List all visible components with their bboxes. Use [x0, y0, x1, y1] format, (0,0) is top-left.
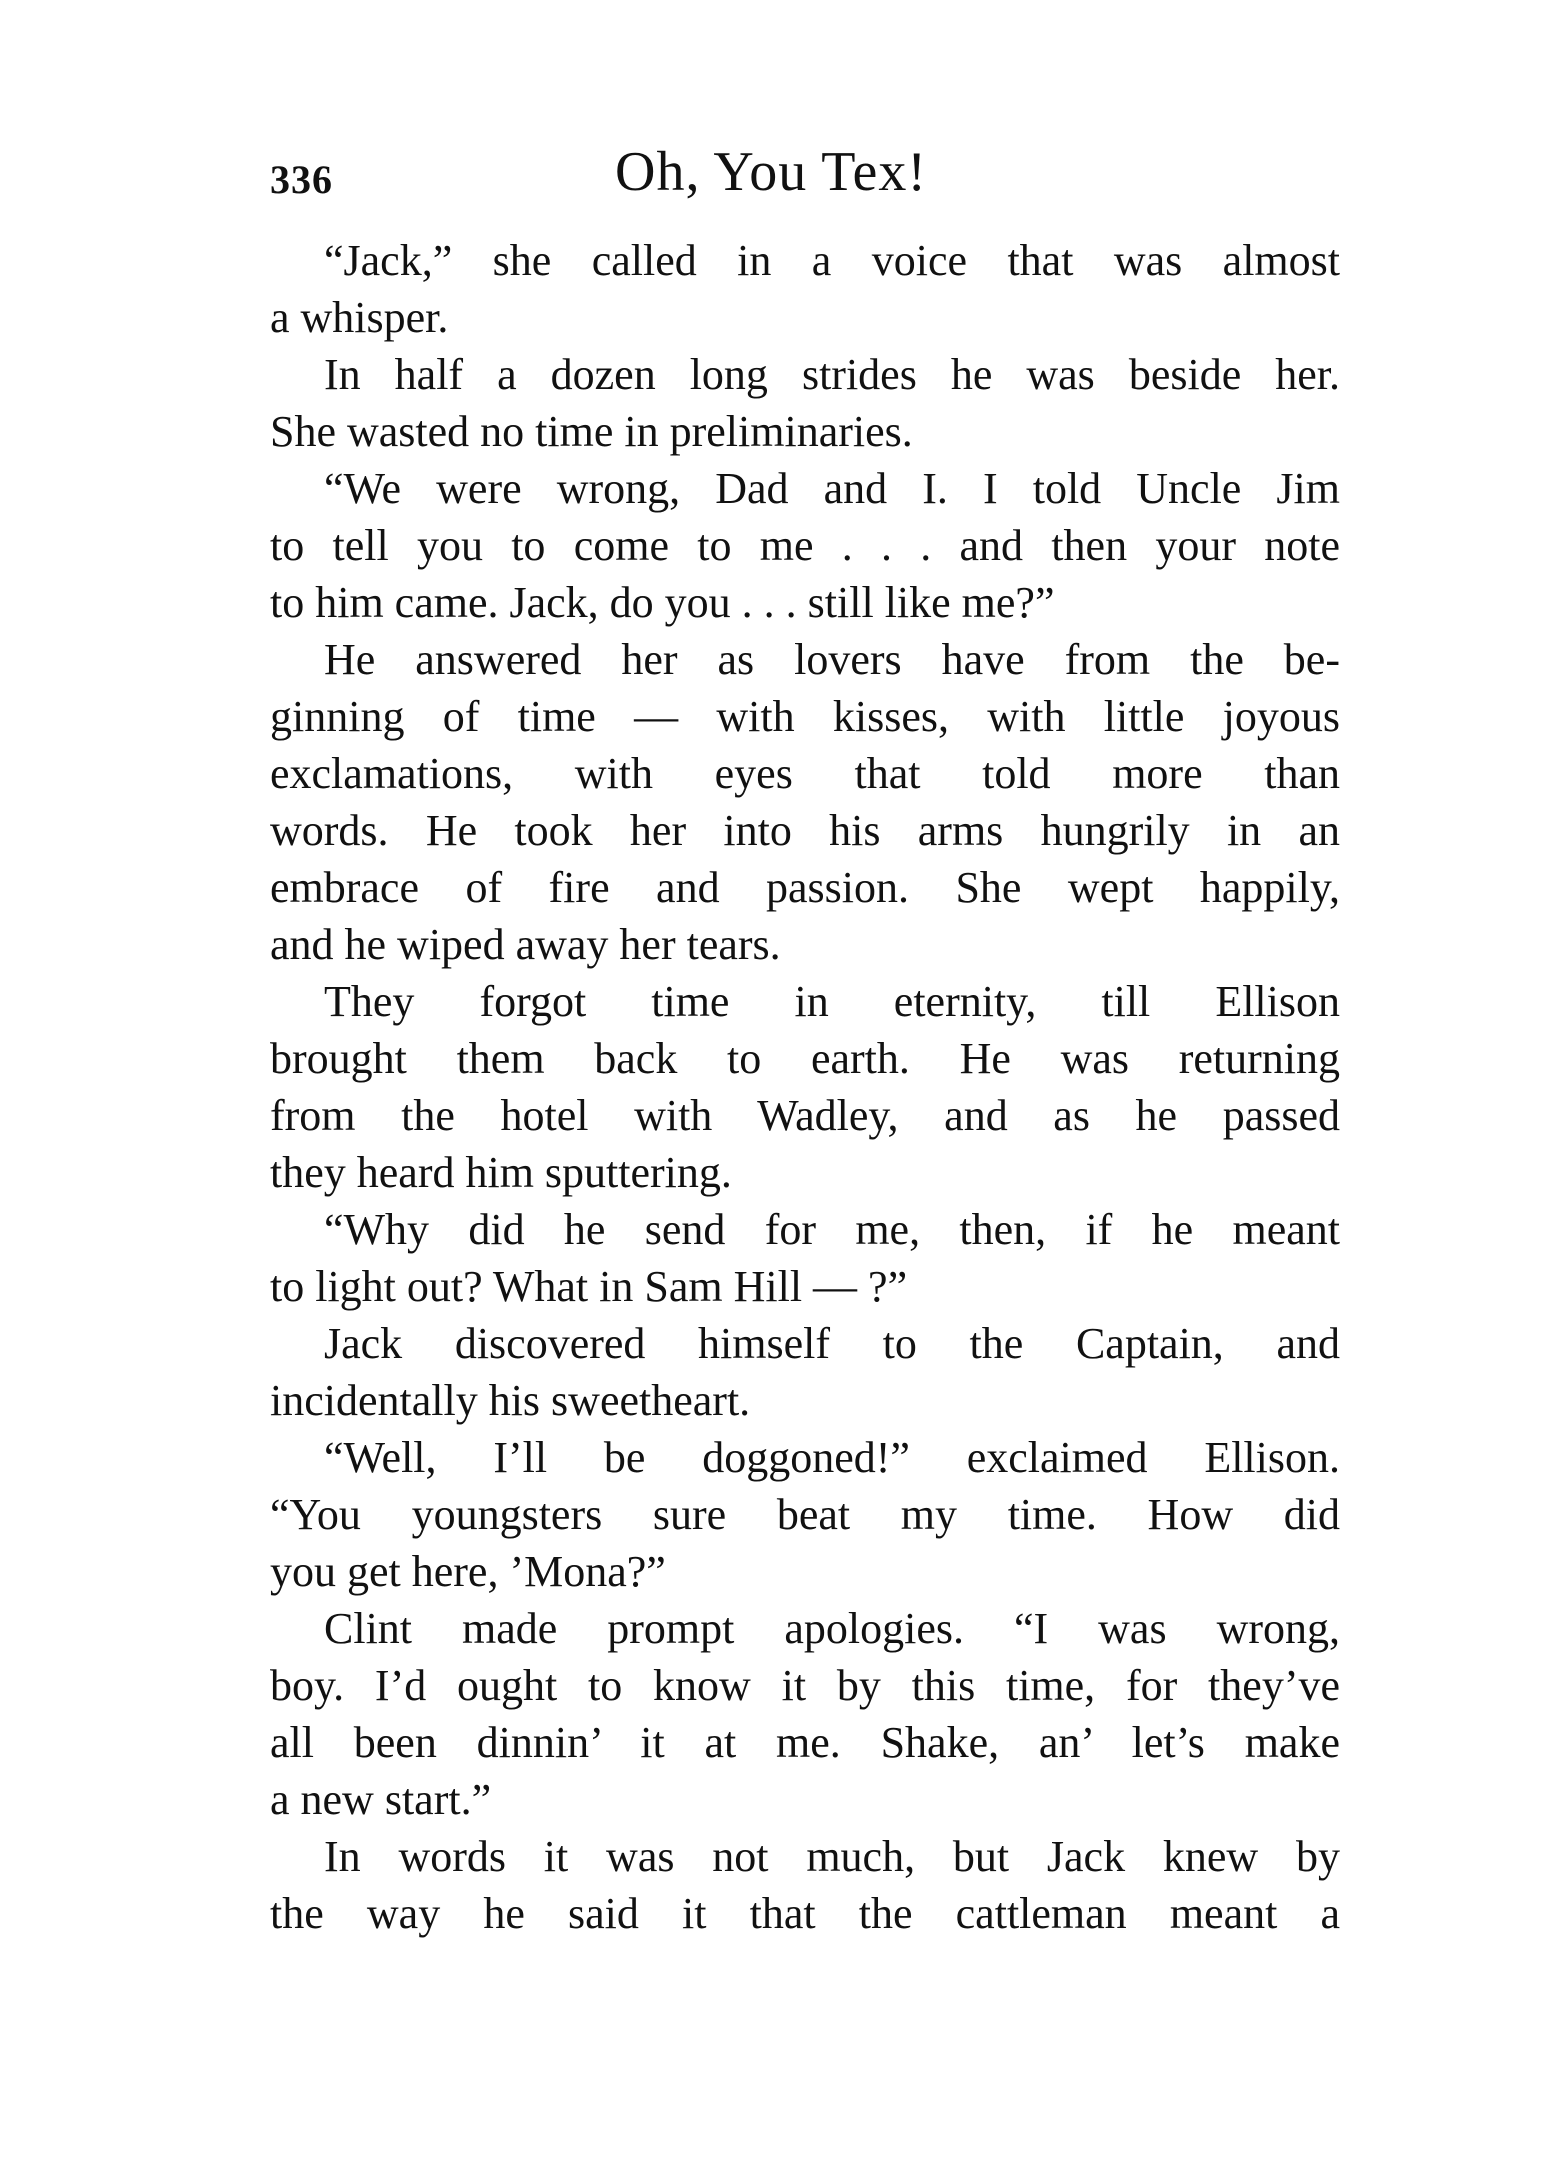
- text-line: to him came. Jack, do you . . . still like me?”: [270, 578, 1055, 627]
- text-line: “Well, I’ll be doggoned!” exclaimed Ellison.: [324, 1433, 1340, 1482]
- text-line: “You youngsters sure beat my time. How did: [270, 1490, 1340, 1539]
- text-line: words. He took her into his arms hungrily in an: [270, 806, 1340, 855]
- text-line: exclamations, with eyes that told more than: [270, 749, 1340, 798]
- text-line: He answered her as lovers have from the be-: [324, 635, 1340, 684]
- text-line: from the hotel with Wadley, and as he passed: [270, 1091, 1340, 1140]
- text-line: brought them back to earth. He was returning: [270, 1034, 1340, 1083]
- text-line: you get here, ’Mona?”: [270, 1547, 666, 1596]
- text-line: incidentally his sweetheart.: [270, 1376, 751, 1425]
- text-line: In half a dozen long strides he was beside her.: [324, 350, 1340, 399]
- text-line: “Jack,” she called in a voice that was almost: [324, 236, 1340, 285]
- text-line: and he wiped away her tears.: [270, 920, 781, 969]
- text-line: to tell you to come to me . . . and then your note: [270, 521, 1340, 570]
- text-line: to light out? What in Sam Hill — ?”: [270, 1262, 908, 1311]
- text-line: “We were wrong, Dad and I. I told Uncle Jim: [324, 464, 1340, 513]
- text-line: a whisper.: [270, 293, 449, 342]
- text-line: ginning of time — with kisses, with little joyous: [270, 692, 1340, 741]
- text-line: In words it was not much, but Jack knew by: [324, 1832, 1340, 1881]
- page-number: 336: [270, 157, 333, 202]
- body-text: [270, 232, 1340, 1942]
- text-line: “Why did he send for me, then, if he meant: [324, 1205, 1340, 1254]
- text-line: all been dinnin’ it at me. Shake, an’ let’s make: [270, 1718, 1340, 1767]
- page-header: [270, 140, 1340, 220]
- running-title: Oh, You Tex!: [615, 141, 927, 203]
- text-line: Jack discovered himself to the Captain, and: [324, 1319, 1340, 1368]
- text-line: They forgot time in eternity, till Ellison: [324, 977, 1340, 1026]
- text-line: the way he said it that the cattleman meant a: [270, 1889, 1340, 1938]
- text-line: they heard him sputtering.: [270, 1148, 732, 1197]
- text-line: boy. I’d ought to know it by this time, for they’ve: [270, 1661, 1340, 1710]
- text-line: a new start.”: [270, 1775, 492, 1824]
- text-line: embrace of fire and passion. She wept happily,: [270, 863, 1340, 912]
- text-line: Clint made prompt apologies. “I was wrong,: [324, 1604, 1340, 1653]
- text-line: She wasted no time in preliminaries.: [270, 407, 913, 456]
